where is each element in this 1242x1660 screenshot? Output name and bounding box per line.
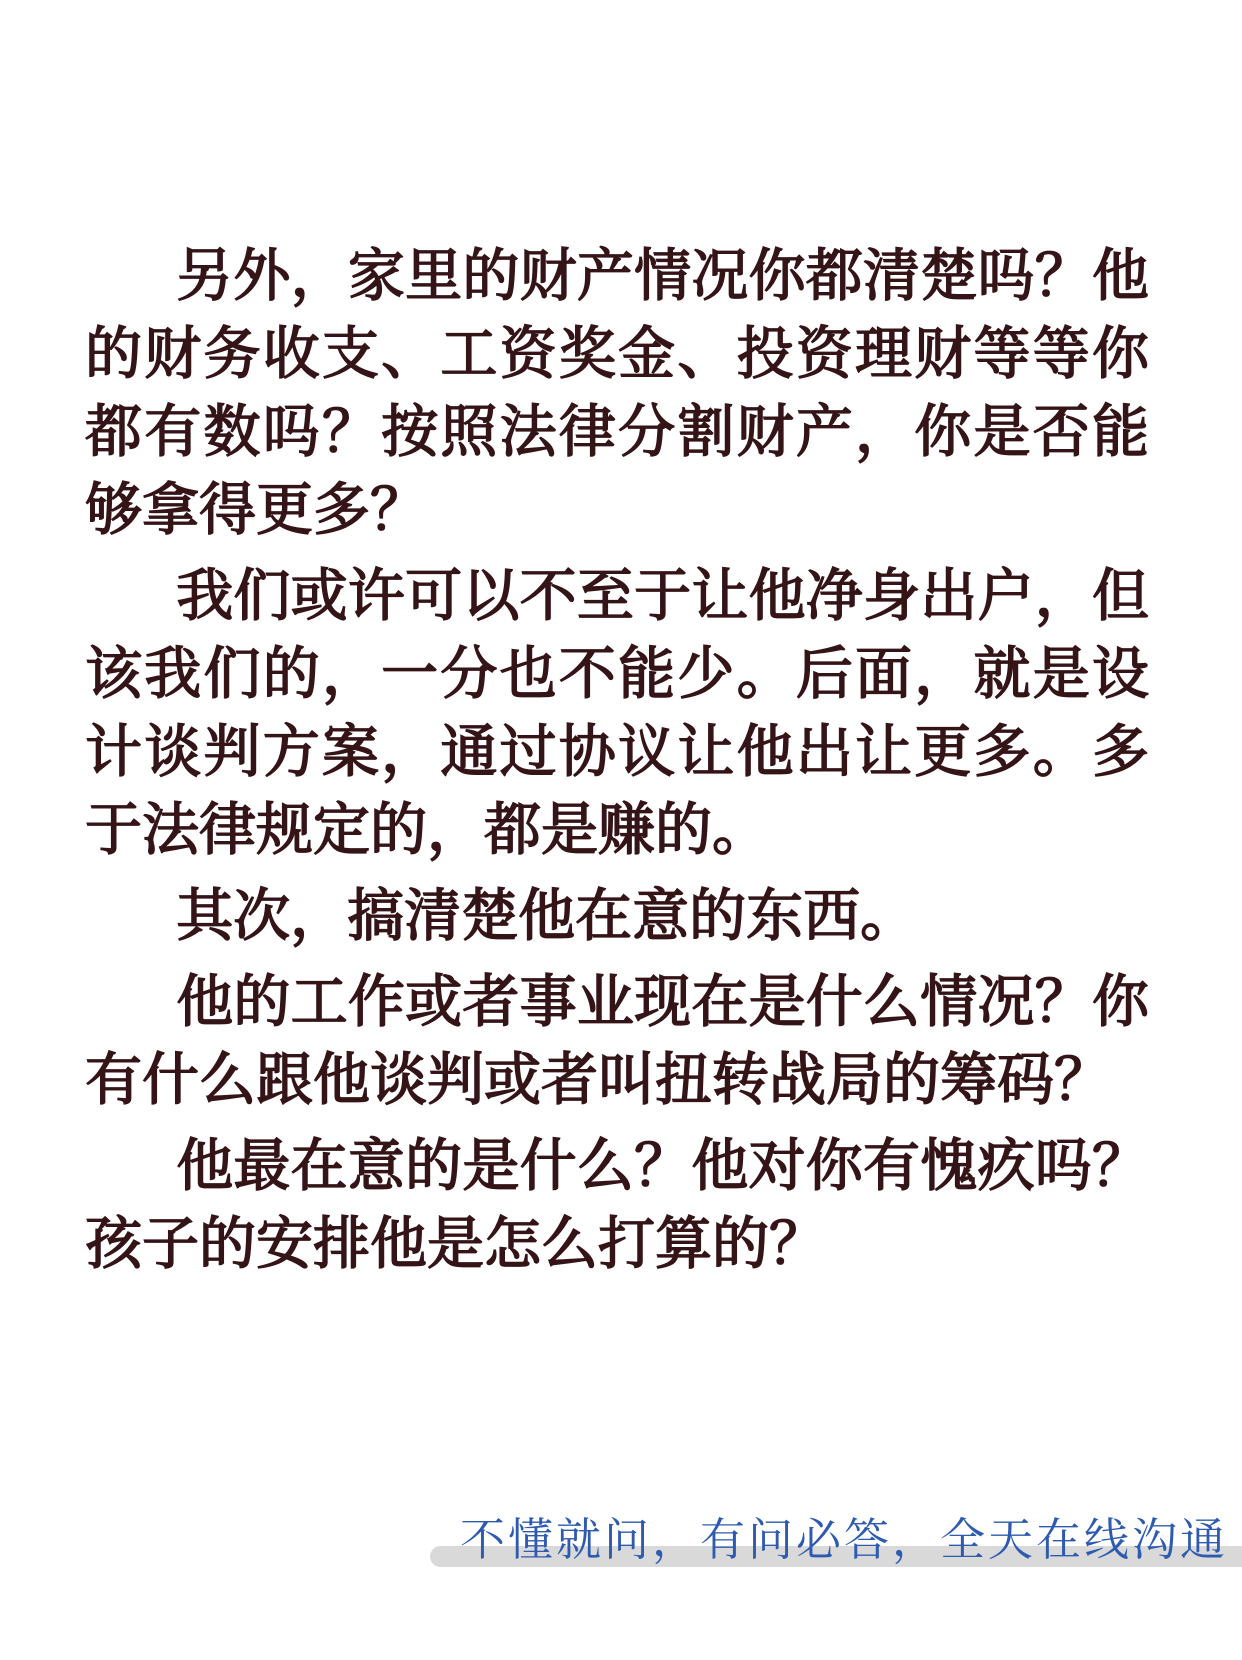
paragraph-work-leverage: 他的工作或者事业现在是什么情况？你有什么跟他谈判或者叫扭转战局的筹码？ (85, 971, 1149, 1112)
paragraph-finances: 另外，家里的财产情况你都清楚吗？他的财务收支、工资奖金、投资理财等等你都有数吗？按照法律分割财产，你是否能够拿得更多？ (85, 245, 1149, 542)
footer-tagline: 不懂就问，有问必答，全天在线沟通 (460, 1515, 1229, 1565)
paragraph-negotiation-plan: 我们或许可以不至于让他净身出户，但该我们的，一分也不能少。后面，就是设计谈判方案，通过协议让他出让更多。多于法律规定的，都是赚的。 (85, 565, 1149, 862)
body-text-block (85, 238, 1149, 1292)
paragraph-guilt-children: 他最在意的是什么？他对你有愧疚吗？孩子的安排他是怎么打算的？ (85, 1135, 1149, 1276)
paragraph-what-he-cares: 其次，搞清楚他在意的东西。 (176, 885, 918, 948)
